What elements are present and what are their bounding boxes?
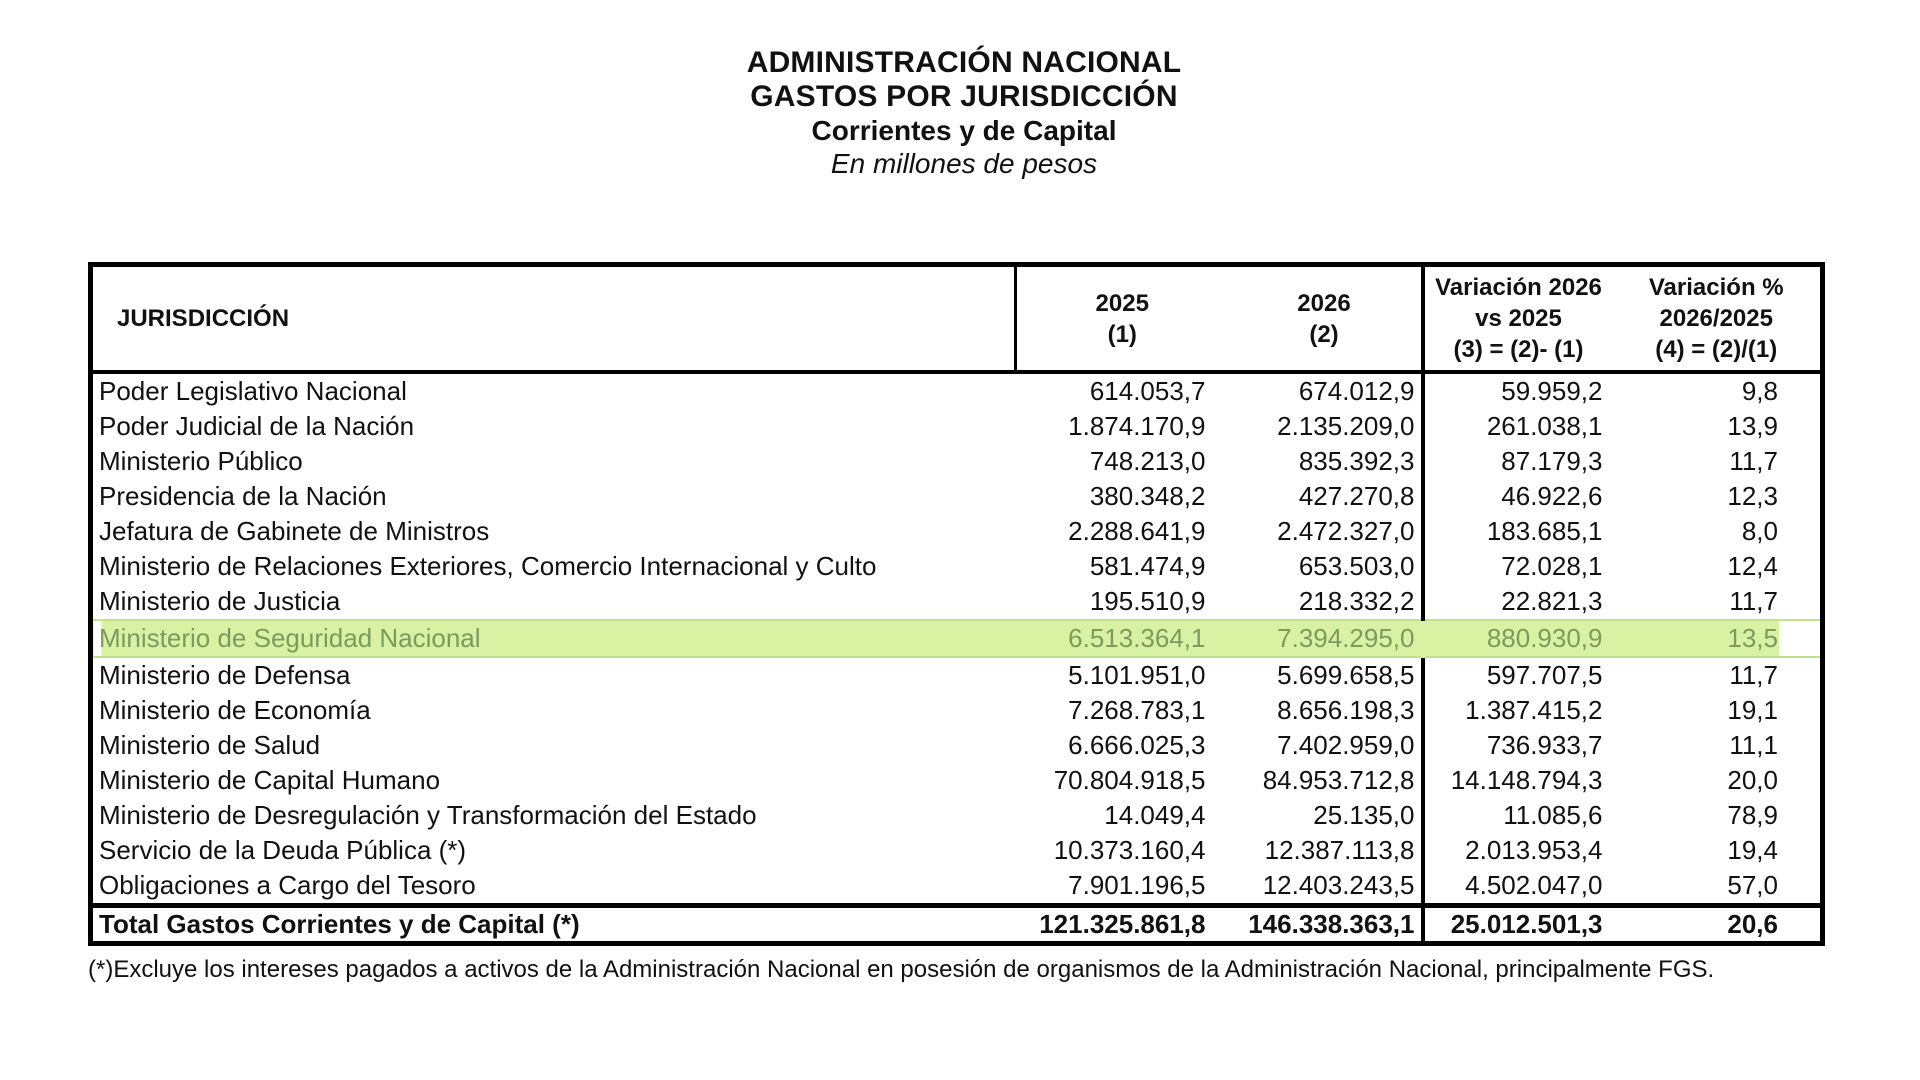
table-row xyxy=(91,479,1823,514)
cell-2026: 674.012,9 xyxy=(1228,372,1423,409)
total-2025: 121.325.861,8 xyxy=(1016,906,1228,944)
cell-2025: 7.268.783,1 xyxy=(1068,695,1206,725)
cell-variacion-pct: 11,7 xyxy=(1729,660,1778,690)
cell-variacion-pct: 12,3 xyxy=(1727,481,1778,511)
cell-2026: 2.135.209,0 xyxy=(1228,409,1423,444)
cell-variacion-pct: 19,1 xyxy=(1727,695,1778,725)
cell-2026: 653.503,0 xyxy=(1228,549,1423,584)
column-header-variacion xyxy=(1423,265,1613,373)
cell-2025: 1.874.170,9 xyxy=(1068,411,1206,441)
cell-2025: 6.513.364,1 xyxy=(1016,620,1228,657)
column-header-2025 xyxy=(1016,265,1228,373)
cell-variacion: 183.685,1 xyxy=(1486,516,1603,546)
cell-2026: 427.270,8 xyxy=(1228,479,1423,514)
table-row xyxy=(91,584,1823,620)
column-header-2026 xyxy=(1228,265,1423,373)
total-2026: 146.338.363,1 xyxy=(1228,906,1423,944)
cell-variacion-pct: 11,1 xyxy=(1729,730,1778,760)
column-header-2026-index: (2) xyxy=(1309,320,1339,348)
cell-2025: 6.666.025,3 xyxy=(1068,730,1206,760)
column-header-variacion-line1: Variación 2026 xyxy=(1435,274,1602,301)
table-row xyxy=(91,657,1823,693)
table-row xyxy=(91,372,1823,409)
doc-title-line1: ADMINISTRACIÓN NACIONAL xyxy=(746,46,1182,79)
cell-jurisdiccion: Ministerio Público xyxy=(99,446,303,476)
cell-variacion: 87.179,3 xyxy=(1501,446,1603,476)
cell-variacion: 597.707,5 xyxy=(1486,660,1603,690)
cell-variacion-pct: 13,5 xyxy=(1613,620,1823,657)
cell-2025: 7.901.196,5 xyxy=(1068,870,1206,900)
cell-variacion: 880.930,9 xyxy=(1423,620,1613,657)
doc-title-line2: GASTOS POR JURISDICCIÓN xyxy=(750,80,1178,113)
cell-2026: 12.387.113,8 xyxy=(1228,833,1423,868)
cell-variacion-pct: 9,8 xyxy=(1741,376,1778,406)
total-variacion: 25.012.501,3 xyxy=(1423,906,1613,944)
cell-variacion-pct: 20,0 xyxy=(1727,765,1778,795)
table-row xyxy=(91,514,1823,549)
cell-2026: 5.699.658,5 xyxy=(1228,657,1423,693)
cell-jurisdiccion: Jefatura de Gabinete de Ministros xyxy=(99,516,490,546)
table-row xyxy=(91,444,1823,479)
cell-variacion: 22.821,3 xyxy=(1501,586,1603,616)
table-row xyxy=(91,409,1823,444)
table-row xyxy=(91,693,1823,728)
cell-jurisdiccion: Servicio de la Deuda Pública (*) xyxy=(99,835,467,865)
cell-jurisdiccion: Ministerio de Salud xyxy=(99,730,321,760)
cell-jurisdiccion: Obligaciones a Cargo del Tesoro xyxy=(99,870,476,900)
footnote: (*)Excluye los intereses pagados a activos de la Administración Nacional en posesión de organismos de la Administración Nacional, principalmente FGS. xyxy=(88,956,1715,983)
cell-jurisdiccion: Ministerio de Capital Humano xyxy=(99,765,441,795)
total-variacion-pct: 20,6 xyxy=(1613,906,1823,944)
cell-variacion-pct: 8,0 xyxy=(1741,516,1778,546)
table-row xyxy=(91,868,1823,906)
cell-jurisdiccion: Poder Judicial de la Nación xyxy=(99,411,415,441)
column-header-variacion-pct xyxy=(1613,265,1823,373)
cell-2026: 25.135,0 xyxy=(1228,798,1423,833)
cell-jurisdiccion: Presidencia de la Nación xyxy=(99,481,387,511)
table-body xyxy=(91,372,1823,906)
cell-variacion-pct: 78,9 xyxy=(1727,800,1778,830)
column-header-variacion-line2: vs 2025 xyxy=(1475,305,1562,332)
table-row xyxy=(91,798,1823,833)
table-row xyxy=(91,620,1823,657)
cell-variacion: 11.085,6 xyxy=(1503,800,1603,830)
cell-2026: 84.953.712,8 xyxy=(1228,763,1423,798)
column-header-variacion-pct-formula: (4) = (2)/(1) xyxy=(1655,336,1778,363)
cell-variacion-pct: 13,9 xyxy=(1727,411,1778,441)
cell-variacion-pct: 57,0 xyxy=(1727,870,1778,900)
cell-2025: 614.053,7 xyxy=(1089,376,1206,406)
cell-jurisdiccion: Ministerio de Justicia xyxy=(99,586,341,616)
cell-variacion-pct: 12,4 xyxy=(1727,551,1778,581)
cell-variacion: 736.933,7 xyxy=(1486,730,1603,760)
cell-variacion-pct: 11,7 xyxy=(1729,446,1778,476)
doc-title-line4: En millones de pesos xyxy=(830,148,1098,179)
cell-2025: 70.804.918,5 xyxy=(1053,765,1206,795)
cell-2026: 12.403.243,5 xyxy=(1228,868,1423,906)
column-header-2025-index: (1) xyxy=(1107,320,1137,348)
doc-title-line3: Corrientes y de Capital xyxy=(811,115,1117,146)
cell-jurisdiccion: Poder Legislativo Nacional xyxy=(99,376,407,406)
cell-variacion: 4.502.047,0 xyxy=(1465,870,1603,900)
column-header-2025-year: 2025 xyxy=(1095,289,1149,317)
cell-2026: 835.392,3 xyxy=(1228,444,1423,479)
cell-variacion: 2.013.953,4 xyxy=(1465,835,1603,865)
column-header-variacion-pct-line2: 2026/2025 xyxy=(1659,305,1773,332)
cell-jurisdiccion: Ministerio de Defensa xyxy=(99,660,351,690)
cell-jurisdiccion: Ministerio de Desregulación y Transformación del Estado xyxy=(99,800,757,830)
cell-2025: 380.348,2 xyxy=(1089,481,1206,511)
cell-variacion: 261.038,1 xyxy=(1486,411,1603,441)
table-row xyxy=(91,728,1823,763)
cell-2026: 218.332,2 xyxy=(1228,584,1423,620)
cell-2026: 8.656.198,3 xyxy=(1228,693,1423,728)
cell-variacion: 14.148.794,3 xyxy=(1450,765,1603,795)
table-row xyxy=(91,763,1823,798)
header-row xyxy=(91,265,1823,373)
cell-2025: 5.101.951,0 xyxy=(1068,660,1206,690)
cell-variacion-pct: 11,7 xyxy=(1729,586,1778,616)
cell-2025: 2.288.641,9 xyxy=(1068,516,1206,546)
column-header-variacion-formula: (3) = (2)- (1) xyxy=(1453,336,1584,363)
total-label: Total Gastos Corrientes y de Capital (*) xyxy=(91,906,1016,944)
cell-2025: 195.510,9 xyxy=(1089,586,1206,616)
cell-variacion: 1.387.415,2 xyxy=(1465,695,1603,725)
cell-variacion-pct: 19,4 xyxy=(1727,835,1778,865)
column-header-jurisdiccion: JURISDICCIÓN xyxy=(91,265,1016,373)
column-header-variacion-pct-line1: Variación % xyxy=(1648,274,1784,301)
expenses-table xyxy=(88,262,1825,946)
cell-2025: 581.474,9 xyxy=(1089,551,1206,581)
table-row xyxy=(91,833,1823,868)
document-title-block xyxy=(98,46,1830,180)
cell-jurisdiccion: Ministerio de Seguridad Nacional xyxy=(91,620,1016,657)
table-row xyxy=(91,549,1823,584)
cell-2026: 2.472.327,0 xyxy=(1228,514,1423,549)
cell-2025: 748.213,0 xyxy=(1089,446,1206,476)
cell-2025: 10.373.160,4 xyxy=(1053,835,1206,865)
cell-2026: 7.402.959,0 xyxy=(1228,728,1423,763)
column-header-2026-year: 2026 xyxy=(1297,289,1351,317)
cell-variacion: 59.959,2 xyxy=(1501,376,1603,406)
cell-variacion: 72.028,1 xyxy=(1501,551,1603,581)
cell-2026: 7.394.295,0 xyxy=(1228,620,1423,657)
cell-variacion: 46.922,6 xyxy=(1501,481,1603,511)
cell-2025: 14.049,4 xyxy=(1104,800,1206,830)
cell-jurisdiccion: Ministerio de Relaciones Exteriores, Comercio Internacional y Culto xyxy=(99,551,877,581)
total-row xyxy=(91,906,1823,944)
cell-jurisdiccion: Ministerio de Economía xyxy=(99,695,371,725)
